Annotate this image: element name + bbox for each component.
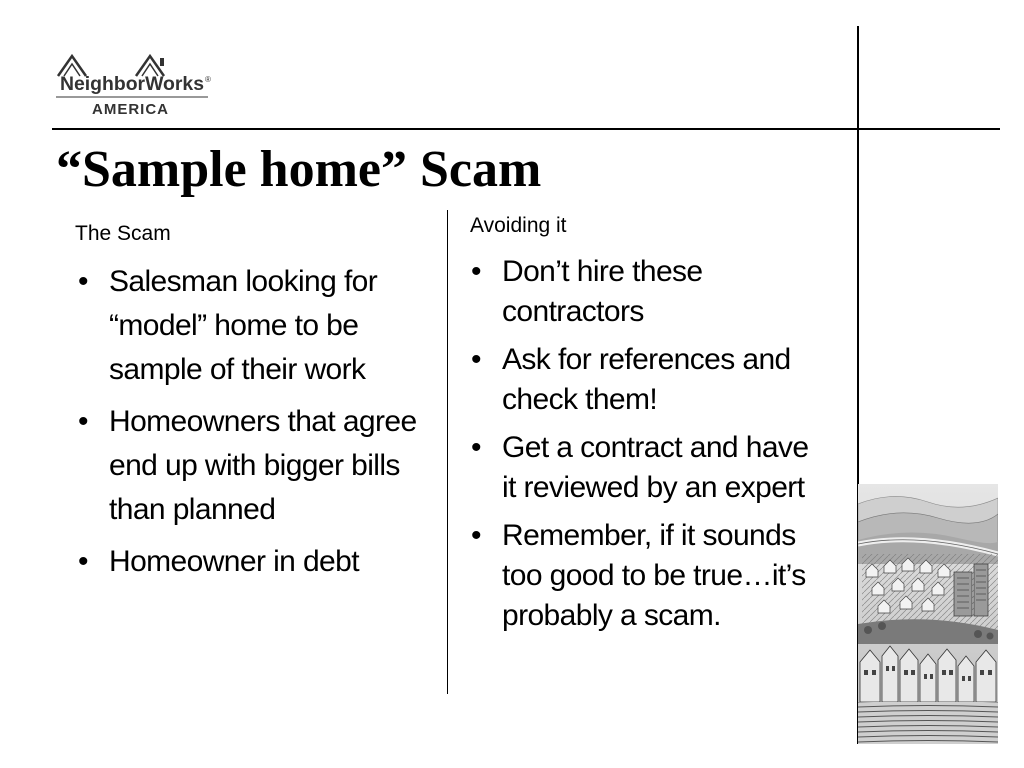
bullet-icon: • <box>78 545 88 578</box>
list-item <box>73 400 443 532</box>
slide-title: “Sample home” Scam <box>56 141 542 198</box>
list-item <box>466 252 826 332</box>
logo-registered: ® <box>205 75 211 84</box>
bullet-text: Get a contract and have it reviewed by an expert <box>502 431 809 504</box>
town-landscape-image <box>858 484 998 744</box>
logo-subtitle: AMERICA <box>92 101 169 118</box>
logo-brand: NeighborWorks <box>60 74 204 95</box>
bullet-icon: • <box>471 431 481 464</box>
neighborworks-logo <box>56 50 216 122</box>
list-item <box>466 516 826 636</box>
bullet-icon: • <box>471 255 481 288</box>
list-item <box>73 260 443 392</box>
list-item <box>466 428 826 508</box>
bullet-text: Homeowners that agree end up with bigger bills than planned <box>109 405 417 526</box>
right-column-heading: Avoiding it <box>470 214 567 237</box>
left-column-heading: The Scam <box>75 222 171 245</box>
bullet-text: Salesman looking for “model” home to be sample of their work <box>109 265 378 386</box>
column-divider <box>447 210 448 694</box>
bullet-icon: • <box>471 519 481 552</box>
house-roof-icon <box>56 50 216 122</box>
bullet-icon: • <box>78 405 88 438</box>
bullet-icon: • <box>78 265 88 298</box>
list-item <box>466 340 826 420</box>
list-item <box>73 540 443 584</box>
bullet-icon: • <box>471 343 481 376</box>
bullet-text: Remember, if it sounds too good to be true…it’s probably a scam. <box>502 519 806 632</box>
bullet-text: Don’t hire these contractors <box>502 255 703 328</box>
bullet-text: Homeowner in debt <box>109 545 359 578</box>
avoiding-bullet-list <box>466 252 826 644</box>
bullet-text: Ask for references and check them! <box>502 343 791 416</box>
scam-bullet-list <box>73 260 443 592</box>
